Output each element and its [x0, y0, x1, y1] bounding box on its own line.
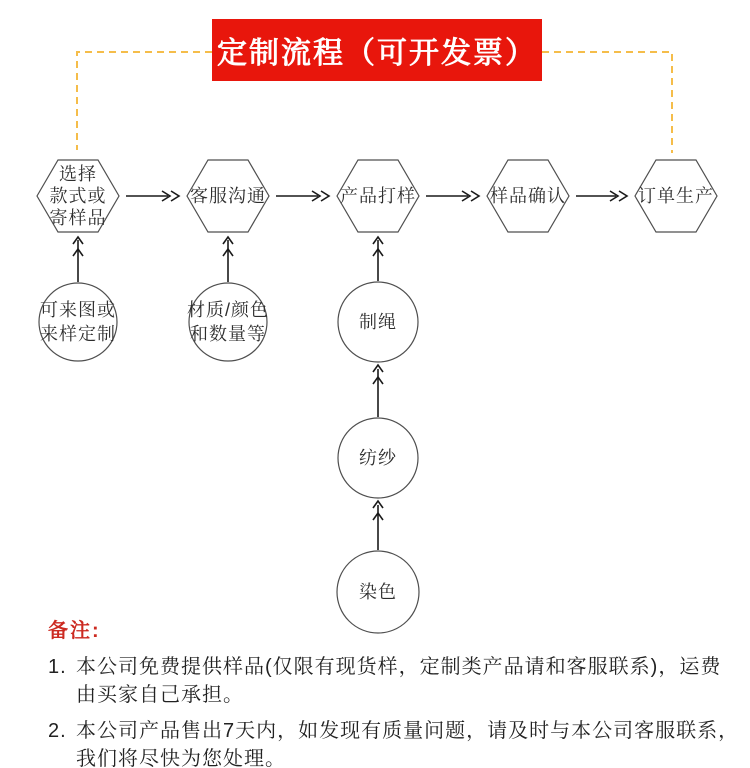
hexagon-step-1-line-3: 寄样品	[49, 208, 107, 228]
hexagon-step-1	[18, 162, 138, 230]
circle-note-1	[23, 292, 133, 352]
arrow-circle2-hex2	[223, 237, 233, 282]
circle-note-1-line-2: 来样定制	[40, 324, 116, 344]
circle-step-dyeing	[323, 562, 433, 622]
banner-title: 定制流程（可开发票）	[212, 19, 542, 81]
hexagon-step-2-label: 客服沟通	[190, 186, 266, 206]
note-item-1-line-1: 本公司免费提供样品(仅限有现货样，定制类产品请和客服联系)，运费	[76, 656, 722, 678]
circle-note-1-line-1: 可来图或	[40, 300, 116, 320]
circle-step-spinning-label: 纺纱	[359, 448, 397, 468]
hexagon-step-4	[468, 162, 588, 230]
hexagon-step-3-label: 产品打样	[340, 186, 416, 206]
notes-section	[48, 614, 738, 768]
circle-step-rope-label: 制绳	[359, 312, 397, 332]
hexagon-step-4-label: 样品确认	[490, 186, 566, 206]
note-item-2-line-1: 本公司产品售出7天内，如发现有质量问题，请及时与本公司客服联系，	[76, 720, 740, 742]
arrow-circle4-circle3	[373, 365, 383, 417]
note-item-2	[48, 717, 738, 768]
hexagon-step-1-line-1: 选择	[59, 164, 97, 184]
arrow-circle1-hex1	[73, 237, 83, 282]
hexagon-step-5-label: 订单生产	[638, 186, 714, 206]
note-item-2-number: 2.	[48, 720, 67, 742]
note-item-1-number: 1.	[48, 656, 67, 678]
notes-title: 备注:	[48, 620, 101, 642]
circle-step-spinning	[323, 428, 433, 488]
circle-note-2-line-2: 和数量等	[190, 324, 266, 344]
arrow-circle3-hex3	[373, 237, 383, 281]
circle-step-rope	[323, 292, 433, 352]
note-item-2-line-2: 我们将尽快为您处理。	[76, 748, 286, 768]
hexagon-step-2	[168, 162, 288, 230]
note-item-1	[48, 653, 738, 709]
hexagon-step-1-line-2: 款式或	[49, 186, 107, 206]
hexagon-step-5	[616, 162, 736, 230]
circle-note-2-line-1: 材质/颜色	[186, 300, 269, 320]
note-item-1-line-2: 由买家自己承担。	[76, 684, 244, 706]
hexagon-step-3	[318, 162, 438, 230]
circle-note-2	[173, 292, 283, 352]
dashed-connector-right	[542, 52, 672, 153]
dashed-connector-left	[77, 52, 212, 150]
circle-step-dyeing-label: 染色	[359, 582, 397, 602]
arrow-circle5-circle4	[373, 501, 383, 550]
